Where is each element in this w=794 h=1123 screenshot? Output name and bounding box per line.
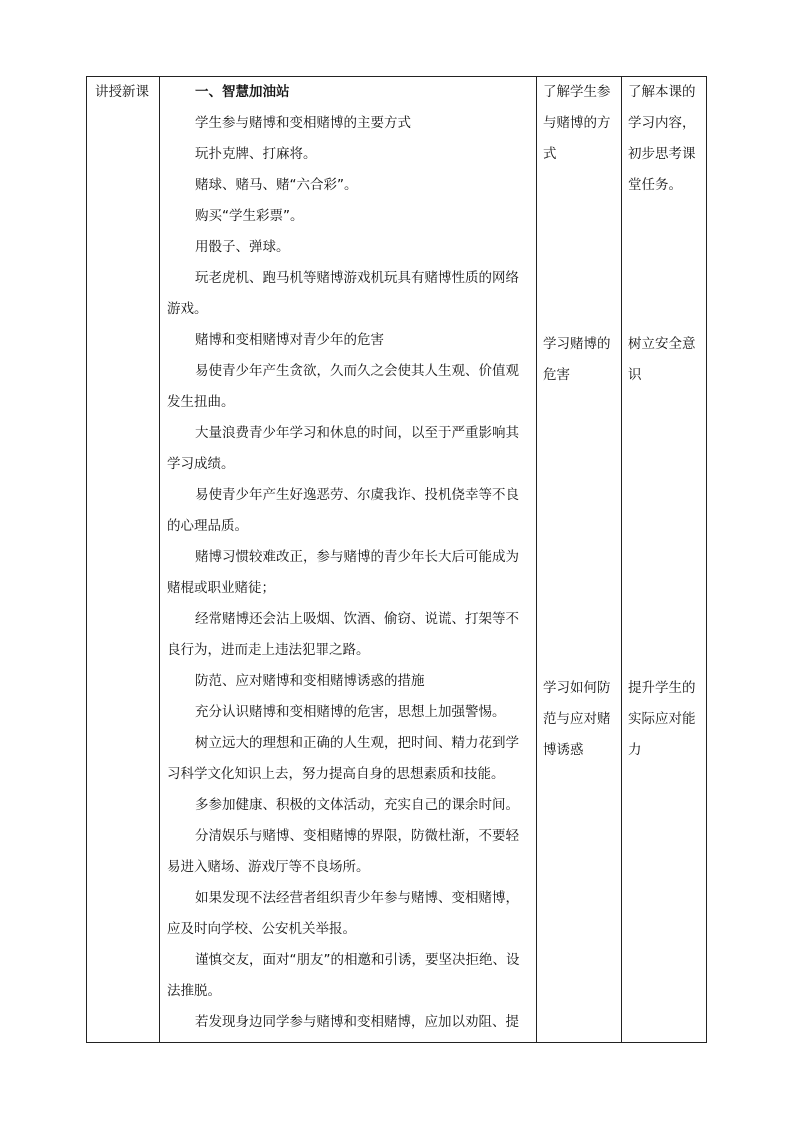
column-divider	[159, 77, 160, 1042]
content-paragraph: 大量浪费青少年学习和休息的时间，以至于严重影响其学习成绩。	[167, 425, 519, 472]
student-activity-2: 学习赌博的危害	[543, 336, 611, 383]
content-paragraph: 防范、应对赌博和变相赌博诱惑的措施	[195, 673, 425, 689]
content-paragraph: 树立远大的理想和正确的人生观，把时间、精力花到学习科学文化知识上去，努力提高自身的思想素质和技能。	[167, 735, 519, 782]
row-header: 讲授新课	[95, 84, 149, 100]
content-paragraph: 玩扑克牌、打麻将。	[195, 146, 317, 162]
student-activity-column	[543, 77, 619, 1042]
content-paragraph: 玩老虎机、跑马机等赌博游戏机玩具有赌博性质的网络游戏。	[167, 270, 519, 317]
content-paragraph: 购买“学生彩票”。	[195, 208, 304, 224]
design-goal-1: 了解本课的学习内容，初步思考课堂任务。	[628, 84, 696, 193]
lesson-table	[86, 76, 707, 1043]
content-paragraph: 易使青少年产生贪欲，久而久之会使其人生观、价值观发生扭曲。	[167, 363, 519, 410]
column-divider	[621, 77, 622, 1042]
content-paragraph: 分清娱乐与赌博、变相赌博的界限，防微杜渐，不要轻易进入赌场、游戏厅等不良场所。	[167, 828, 519, 875]
content-paragraph: 充分认识赌博和变相赌博的危害，思想上加强警惕。	[195, 704, 506, 720]
content-paragraph: 用骰子、弹球。	[195, 239, 290, 255]
content-paragraph: 学生参与赌博和变相赌博的主要方式	[195, 115, 411, 131]
content-paragraph: 如果发现不法经营者组织青少年参与赌博、变相赌博，应及时向学校、公安机关举报。	[167, 890, 519, 937]
content-paragraph: 赌博习惯较难改正，参与赌博的青少年长大后可能成为赌棍或职业赌徒；	[167, 549, 519, 596]
column-divider	[536, 77, 537, 1042]
content-paragraph: 多参加健康、积极的文体活动，充实自己的课余时间。	[195, 797, 519, 813]
content-paragraph: 经常赌博还会沾上吸烟、饮酒、偷窃、说谎、打架等不良行为，进而走上违法犯罪之路。	[167, 611, 519, 658]
design-goal-3: 提升学生的实际应对能力	[628, 680, 696, 758]
design-goal-2: 树立安全意识	[628, 336, 696, 383]
student-activity-1: 了解学生参与赌博的方式	[543, 84, 611, 162]
content-paragraph: 一、智慧加油站	[195, 84, 290, 100]
content-paragraph: 赌博和变相赌博对青少年的危害	[195, 332, 384, 348]
student-activity-3: 学习如何防范与应对赌博诱惑	[543, 680, 611, 758]
design-goal-column	[628, 77, 704, 1042]
content-paragraph: 易使青少年产生好逸恶劳、尔虞我诈、投机侥幸等不良的心理品质。	[167, 487, 519, 534]
main-content	[167, 77, 529, 1042]
content-paragraph: 谨慎交友，面对“朋友”的相邀和引诱，要坚决拒绝、设法推脱。	[167, 952, 520, 999]
content-paragraph: 若发现身边同学参与赌博和变相赌博，应加以劝阻、提	[195, 1014, 519, 1030]
content-paragraph: 赌球、赌马、赌“六合彩”。	[195, 177, 358, 193]
